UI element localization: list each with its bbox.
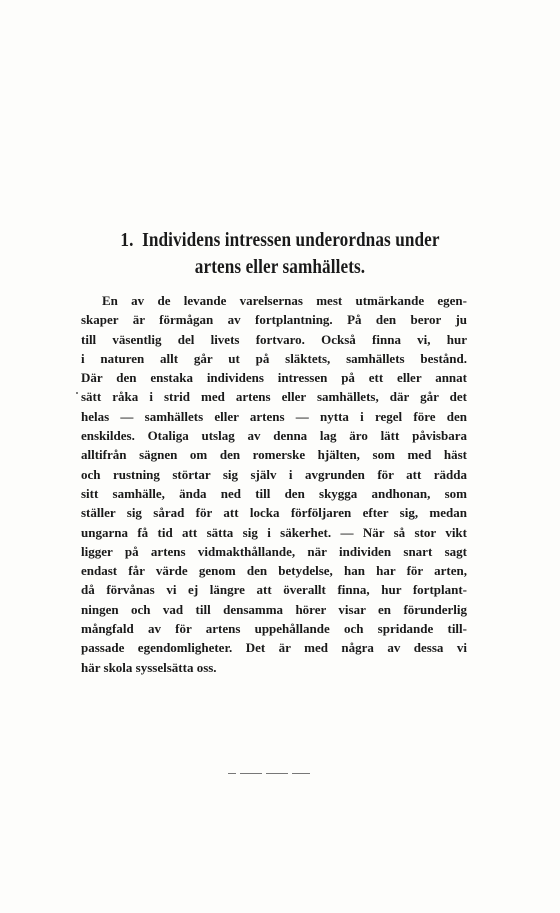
rule-dash: [292, 773, 310, 774]
section-end-rule: [228, 773, 318, 775]
margin-speck: [76, 392, 78, 394]
paragraph-line: ungarna få tid att sätta sig i säkerhet. — När så stor vikt: [81, 524, 467, 540]
paragraph-line: till väsentlig del livets fortvaro. Också finna vi, hur: [81, 331, 467, 347]
paragraph-line: Där den enstaka individens intressen på ett eller annat: [81, 370, 467, 386]
section-heading-line-2: [91, 254, 469, 281]
section-title-part-1: Individens intressen underordnas under: [142, 229, 440, 251]
paragraph-line: endast får värde genom den betydelse, han har för arten,: [81, 563, 467, 579]
paragraph-line: passade egendomligheter. Det är med några av dessa vi: [81, 640, 467, 656]
paragraph-line: alltifrån sägnen om den romerske hjälten, som med häst: [81, 447, 467, 463]
rule-dash: [240, 773, 262, 774]
paragraph-line: skaper är förmågan av fortplantning. På den beror ju: [81, 312, 467, 328]
paragraph-line: ningen och vad till densamma hörer visar en förunderlig: [81, 601, 467, 617]
paragraph-line: sitt samhälle, ända ned till den skygga andhonan, som: [81, 485, 467, 501]
paragraph-line: mångfald av för artens uppehållande och spridande till-: [81, 621, 467, 637]
section-number: 1.: [120, 229, 134, 251]
rule-dash: [228, 773, 236, 774]
paragraph-line: sätt råka i strid med artens eller samhällets, där går det: [81, 389, 467, 405]
paragraph-line: då förvånas vi ej längre att överallt finna, hur fortplant-: [81, 582, 467, 598]
paragraph-line: En av de levande varelsernas mest utmärkande egen-: [102, 293, 467, 308]
paragraph-line: och rustning störtar sig själv i avgrunden för att rädda: [81, 466, 467, 482]
paragraph-line: helas — samhällets eller artens — nytta i regel före den: [81, 408, 467, 424]
section-title-part-2: artens eller samhällets.: [194, 256, 366, 278]
paragraph-line: i naturen allt går ut på släktets, samhällets bestånd.: [81, 350, 467, 366]
paragraph-line: ställer sig sårad för att locka förföljaren efter sig, medan: [81, 505, 467, 521]
rule-dash: [266, 773, 288, 774]
paragraph-line: enskildes. Otaliga utslag av denna lag äro lätt påvisbara: [81, 428, 467, 444]
paragraph-line: ligger på artens vidmakthållande, när individen snart sagt: [81, 543, 467, 559]
body-paragraph: [81, 291, 467, 677]
section-heading-line-1: [91, 227, 469, 254]
paragraph-line: här skola sysselsätta oss.: [81, 659, 217, 675]
section-heading: [91, 227, 469, 281]
